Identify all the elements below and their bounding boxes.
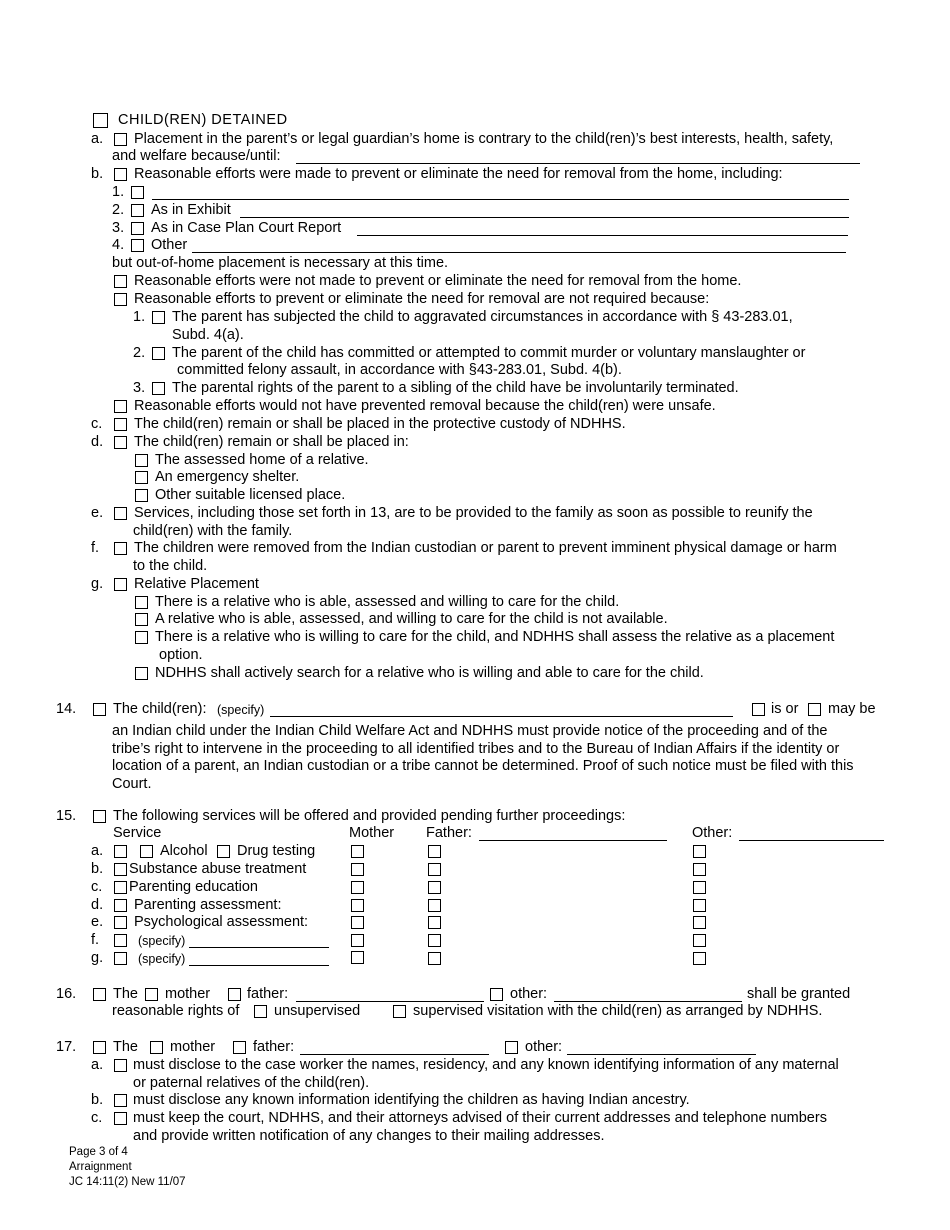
section-16-father-checkbox[interactable]	[228, 988, 241, 1001]
unsupervised-label: unsupervised	[274, 1003, 361, 1019]
service-row-d-label: Parenting assessment:	[134, 897, 282, 913]
other-column-header: Other:	[692, 825, 733, 841]
efforts-not-made-text: Reasonable efforts were not made to prevent or eliminate the need for removal from the home.	[134, 273, 742, 289]
service-row-c-letter: c.	[91, 879, 103, 895]
unsafe-text: Reasonable efforts would not have prevented removal because the child(ren) were unsafe.	[134, 398, 716, 414]
row-a-mother-checkbox[interactable]	[351, 845, 364, 858]
row-c-other-checkbox[interactable]	[693, 881, 706, 894]
section-16-other-blank[interactable]	[554, 1001, 742, 1002]
effort-2-label: As in Exhibit	[151, 202, 231, 218]
relative-option-3-line2: option.	[159, 647, 203, 663]
item-a-checkbox[interactable]	[114, 133, 127, 146]
item-f-line1: The children were removed from the Indian custodian or parent to prevent imminent physical damage or harm	[134, 540, 837, 556]
section-16-number: 16.	[56, 986, 77, 1002]
row-f-father-checkbox[interactable]	[428, 934, 441, 947]
section-17-c-checkbox[interactable]	[114, 1112, 127, 1125]
row-e-mother-checkbox[interactable]	[351, 916, 364, 929]
reason-3-num: 3.	[133, 380, 146, 396]
relative-option-4-text: NDHHS shall actively search for a relative who is willing and able to care for the child.	[155, 665, 704, 681]
section-15-checkbox[interactable]	[93, 810, 106, 823]
effort-2-blank[interactable]	[240, 217, 849, 218]
row-a-father-checkbox[interactable]	[428, 845, 441, 858]
reason-1-checkbox[interactable]	[152, 311, 165, 324]
row-e-father-checkbox[interactable]	[428, 916, 441, 929]
reason-3-checkbox[interactable]	[152, 382, 165, 395]
section-16-other: other:	[510, 986, 548, 1002]
section-17-other-blank[interactable]	[567, 1054, 756, 1055]
section-17-father-blank[interactable]	[300, 1054, 489, 1055]
service-row-g-checkbox[interactable]	[114, 952, 127, 965]
placement-relative-text: The assessed home of a relative.	[155, 452, 369, 468]
service-row-f-checkbox[interactable]	[114, 934, 127, 947]
relative-option-3-line1: There is a relative who is willing to care for the child, and NDHHS shall assess the relative as a placement	[155, 629, 835, 645]
efforts-not-made-checkbox[interactable]	[114, 275, 127, 288]
row-c-father-checkbox[interactable]	[428, 881, 441, 894]
may-be-text: may be	[828, 701, 876, 717]
section-15-lead: The following services will be offered and provided pending further proceedings:	[113, 808, 626, 824]
effort-2-checkbox[interactable]	[131, 204, 144, 217]
section-17-number: 17.	[56, 1039, 77, 1055]
section-16-other-checkbox[interactable]	[490, 988, 503, 1001]
section-17-c-line2: and provide written notification of any changes to their mailing addresses.	[133, 1128, 605, 1144]
row-a-other-checkbox[interactable]	[693, 845, 706, 858]
row-d-other-checkbox[interactable]	[693, 899, 706, 912]
section-17-a-line2: or paternal relatives of the child(ren).	[133, 1075, 370, 1091]
effort-2-num: 2.	[112, 202, 125, 218]
effort-4-num: 4.	[112, 237, 125, 253]
effort-4-blank[interactable]	[192, 252, 846, 253]
effort-3-num: 3.	[112, 220, 125, 236]
section-16-rights: reasonable rights of	[112, 1003, 240, 1019]
section-16-checkbox[interactable]	[93, 988, 106, 1001]
section-16-mother-checkbox[interactable]	[145, 988, 158, 1001]
service-row-e-label: Psychological assessment:	[134, 914, 309, 930]
service-row-g-blank[interactable]	[189, 965, 329, 966]
row-f-other-checkbox[interactable]	[693, 934, 706, 947]
section-17-father: father:	[253, 1039, 295, 1055]
section-17-mother-checkbox[interactable]	[150, 1041, 163, 1054]
section-17-c-line1: must keep the court, NDHHS, and their attorneys advised of their current addresses and telephone numbers	[133, 1110, 827, 1126]
service-row-g-specify: (specify)	[138, 952, 186, 966]
placement-relative-checkbox[interactable]	[135, 454, 148, 467]
effort-1-num: 1.	[112, 184, 125, 200]
service-row-b-label: Substance abuse treatment	[129, 861, 307, 877]
supervised-label: supervised visitation with the child(ren) as arranged by NDHHS.	[413, 1003, 823, 1019]
section-17-c-letter: c.	[91, 1110, 103, 1126]
row-c-mother-checkbox[interactable]	[351, 881, 364, 894]
item-e-checkbox[interactable]	[114, 507, 127, 520]
is-checkbox[interactable]	[752, 703, 765, 716]
section-17-b-line1: must disclose any known information identifying the children as having Indian ancestry.	[133, 1092, 690, 1108]
mother-column-header: Mother	[349, 825, 395, 841]
relative-option-3-checkbox[interactable]	[135, 631, 148, 644]
father-column-header: Father:	[426, 825, 472, 841]
item-g-letter: g.	[91, 576, 104, 592]
section-15-number: 15.	[56, 808, 77, 824]
section-17-b-letter: b.	[91, 1092, 104, 1108]
other-name-blank[interactable]	[739, 840, 884, 841]
section-16-granted: shall be granted	[747, 986, 851, 1002]
item-d-checkbox[interactable]	[114, 436, 127, 449]
item-g-checkbox[interactable]	[114, 578, 127, 591]
item-c-letter: c.	[91, 416, 103, 432]
row-e-other-checkbox[interactable]	[693, 916, 706, 929]
service-row-a-letter: a.	[91, 843, 104, 859]
efforts-not-required-text: Reasonable efforts to prevent or eliminate the need for removal are not required because:	[134, 291, 710, 307]
row-b-mother-checkbox[interactable]	[351, 863, 364, 876]
child-detained-heading: CHILD(REN) DETAINED	[118, 112, 288, 128]
row-g-other-checkbox[interactable]	[693, 952, 706, 965]
service-row-g-letter: g.	[91, 950, 104, 966]
section-17-the: The	[113, 1039, 138, 1055]
reason-3-line1: The parental rights of the parent to a sibling of the child have be involuntarily terminated.	[172, 380, 739, 396]
section-17-other: other:	[525, 1039, 563, 1055]
item-f-line2: to the child.	[133, 558, 208, 574]
placement-other-checkbox[interactable]	[135, 489, 148, 502]
reason-1-line2: Subd. 4(a).	[172, 327, 244, 343]
item-e-letter: e.	[91, 505, 104, 521]
row-b-father-checkbox[interactable]	[428, 863, 441, 876]
section-17-b-checkbox[interactable]	[114, 1094, 127, 1107]
service-row-d-checkbox[interactable]	[114, 899, 127, 912]
reason-1-line1: The parent has subjected the child to aggravated circumstances in accordance with § 43-283.01,	[172, 309, 793, 325]
item-a-text-line1: Placement in the parent’s or legal guardian’s home is contrary to the child(ren)’s best interests, health, safety,	[134, 131, 834, 147]
service-row-e-letter: e.	[91, 914, 104, 930]
item-b-checkbox[interactable]	[114, 168, 127, 181]
reason-1-num: 1.	[133, 309, 146, 325]
service-row-b-letter: b.	[91, 861, 104, 877]
footer-title: Arraignment	[69, 1161, 132, 1173]
row-g-father-checkbox[interactable]	[428, 952, 441, 965]
section-16-father: father:	[247, 986, 289, 1002]
placement-shelter-text: An emergency shelter.	[155, 469, 300, 485]
section-14-line2: tribe’s right to intervene in the proceeding to all identified tribes and to the Bureau of Indian Affairs if the identity or	[112, 741, 840, 757]
reason-2-line2: committed felony assault, in accordance with §43-283.01, Subd. 4(b).	[177, 362, 622, 378]
row-d-mother-checkbox[interactable]	[351, 899, 364, 912]
effort-1-blank[interactable]	[152, 199, 849, 200]
item-g-text: Relative Placement	[134, 576, 259, 592]
relative-option-4-checkbox[interactable]	[135, 667, 148, 680]
section-14-line3: location of a parent, an Indian custodian or a tribe cannot be determined. Proof of such notice must be filed with this	[112, 758, 854, 774]
relative-option-1-checkbox[interactable]	[135, 596, 148, 609]
drug-testing-label: Drug testing	[237, 843, 316, 859]
unsafe-checkbox[interactable]	[114, 400, 127, 413]
service-row-f-blank[interactable]	[189, 947, 329, 948]
service-row-d-letter: d.	[91, 897, 104, 913]
service-row-c-checkbox[interactable]	[114, 881, 127, 894]
service-row-f-specify: (specify)	[138, 934, 186, 948]
placement-shelter-checkbox[interactable]	[135, 471, 148, 484]
placement-other-text: Other suitable licensed place.	[155, 487, 346, 503]
effort-1-checkbox[interactable]	[131, 186, 144, 199]
section-16-the: The	[113, 986, 138, 1002]
section-17-father-checkbox[interactable]	[233, 1041, 246, 1054]
relative-option-1-text: There is a relative who is able, assessed and willing to care for the child.	[155, 594, 620, 610]
drug-testing-checkbox[interactable]	[217, 845, 230, 858]
alcohol-checkbox[interactable]	[140, 845, 153, 858]
father-name-blank[interactable]	[479, 840, 667, 841]
reason-2-line1: The parent of the child has committed or attempted to commit murder or voluntary manslaughter or	[172, 345, 806, 361]
section-14-line1: an Indian child under the Indian Child Welfare Act and NDHHS must provide notice of the proceeding and of the	[112, 723, 828, 739]
item-c-text: The child(ren) remain or shall be placed in the protective custody of NDHHS.	[134, 416, 626, 432]
supervised-checkbox[interactable]	[393, 1005, 406, 1018]
item-f-checkbox[interactable]	[114, 542, 127, 555]
footer-form-number: JC 14:11(2) New 11/07	[69, 1176, 186, 1188]
out-of-home-text: but out-of-home placement is necessary at this time.	[112, 255, 449, 271]
item-d-text: The child(ren) remain or shall be placed in:	[134, 434, 409, 450]
efforts-not-required-checkbox[interactable]	[114, 293, 127, 306]
item-d-letter: d.	[91, 434, 104, 450]
row-d-father-checkbox[interactable]	[428, 899, 441, 912]
alcohol-label: Alcohol	[160, 843, 208, 859]
relative-option-2-checkbox[interactable]	[135, 613, 148, 626]
item-b-letter: b.	[91, 166, 104, 182]
relative-option-2-text: A relative who is able, assessed, and willing to care for the child is not available.	[155, 611, 668, 627]
row-f-mother-checkbox[interactable]	[351, 934, 364, 947]
reason-2-checkbox[interactable]	[152, 347, 165, 360]
item-a-blank[interactable]	[296, 163, 860, 164]
service-row-a-checkbox[interactable]	[114, 845, 127, 858]
item-b-text: Reasonable efforts were made to prevent or eliminate the need for removal from the home, including:	[134, 166, 783, 182]
service-row-b-checkbox[interactable]	[114, 863, 127, 876]
section-17-a-line1: must disclose to the case worker the names, residency, and any known identifying information of any maternal	[133, 1057, 839, 1073]
row-b-other-checkbox[interactable]	[693, 863, 706, 876]
unsupervised-checkbox[interactable]	[254, 1005, 267, 1018]
service-row-e-checkbox[interactable]	[114, 916, 127, 929]
section-17-other-checkbox[interactable]	[505, 1041, 518, 1054]
section-14-line4: Court.	[112, 776, 152, 792]
footer-page-number: Page 3 of 4	[69, 1146, 128, 1158]
effort-4-label: Other	[151, 237, 188, 253]
child-detained-checkbox[interactable]	[93, 113, 108, 128]
section-16-mother: mother	[165, 986, 211, 1002]
item-c-checkbox[interactable]	[114, 418, 127, 431]
section-14-specify: (specify)	[217, 703, 265, 717]
section-17-mother: mother	[170, 1039, 216, 1055]
may-be-checkbox[interactable]	[808, 703, 821, 716]
row-g-mother-checkbox[interactable]	[351, 951, 364, 964]
service-row-f-letter: f.	[91, 932, 100, 948]
item-a-text-line2: and welfare because/until:	[112, 148, 281, 164]
is-or-text: is or	[771, 701, 799, 717]
section-17-a-checkbox[interactable]	[114, 1059, 127, 1072]
service-row-c-label: Parenting education	[129, 879, 258, 895]
section-17-a-letter: a.	[91, 1057, 104, 1073]
service-column-header: Service	[113, 825, 162, 841]
item-f-letter: f.	[91, 540, 100, 556]
section-14-lead: The child(ren):	[113, 701, 207, 717]
item-e-line1: Services, including those set forth in 13, are to be provided to the family as soon as possible to reunify the	[134, 505, 813, 521]
section-14-checkbox[interactable]	[93, 703, 106, 716]
section-16-father-blank[interactable]	[296, 1001, 484, 1002]
effort-4-checkbox[interactable]	[131, 239, 144, 252]
reason-2-num: 2.	[133, 345, 146, 361]
effort-3-checkbox[interactable]	[131, 222, 144, 235]
effort-3-label: As in Case Plan Court Report	[151, 220, 342, 236]
section-14-number: 14.	[56, 701, 77, 717]
effort-3-blank[interactable]	[357, 235, 848, 236]
section-17-checkbox[interactable]	[93, 1041, 106, 1054]
item-a-letter: a.	[91, 131, 104, 147]
item-e-line2: child(ren) with the family.	[133, 523, 293, 539]
section-14-child-blank[interactable]	[270, 716, 733, 717]
